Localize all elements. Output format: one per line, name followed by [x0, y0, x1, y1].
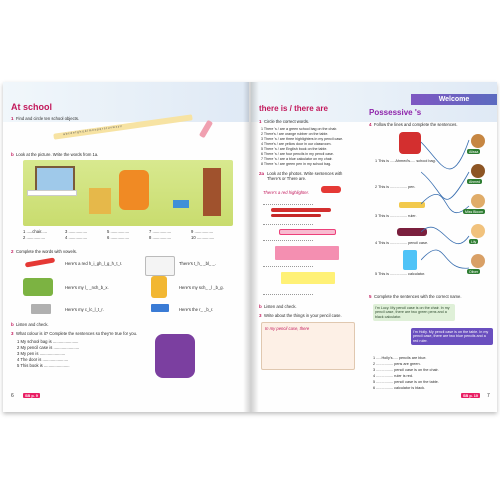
student-book-reference: SB p. 9: [25, 393, 38, 398]
pen-image: [199, 120, 213, 139]
match-sentence: 1 This is .....Ahmed's..... school bag.: [375, 159, 436, 163]
exercise-number: 1: [259, 119, 262, 124]
speech-bubble-holly: I'm Holly. My pencil case is on the table. In my pencil case, there are two blue pencils and a red ruler.: [411, 328, 493, 345]
rubber-image: [151, 304, 169, 312]
sticky-notes-photo: [281, 272, 335, 284]
book-spine: [243, 82, 259, 412]
name-badge: Oliver: [469, 269, 479, 274]
answer-item: 2 ................: [23, 235, 46, 240]
exercise-number: b: [259, 304, 262, 309]
vowel-item: Here's my c_lc_l_t_r.: [65, 307, 104, 312]
avatar: [471, 254, 485, 268]
answer-sentence: 1 .....Holly's..... pencils are blue.: [373, 356, 427, 360]
writing-prompt: In my pencil case, there: [265, 326, 310, 331]
exercise-number: 2: [11, 249, 14, 254]
avatar: [471, 164, 485, 178]
rubbers-photo: [275, 246, 339, 260]
ruler-letters: a b c d e f g h i j k l m n o p q r s t u v w x y z: [62, 123, 122, 137]
name-badge: Ahmed: [469, 179, 481, 184]
highlighter-photo: [321, 186, 341, 193]
schoolbag-image: [151, 276, 167, 298]
vowel-item: Here's the r_ _b_r.: [179, 307, 214, 312]
choice-item: 8 There 's / are green pen in my school bag.: [261, 162, 332, 166]
avatar: [471, 194, 485, 208]
choice-item: 6 There 's / are four pencils in my pencil case.: [261, 152, 334, 156]
name-badge: Miss Bloom: [465, 209, 484, 214]
exercise-number: 4: [369, 122, 372, 127]
sentence-item: 1 My school bag is ......................: [17, 339, 79, 344]
vowel-item: Here's a red h_i_gh_l_g_h_t_r.: [65, 261, 123, 266]
name-badge: Alissa: [469, 149, 479, 154]
answer-sentence: 3 ................ pencil case is on the chair.: [373, 368, 439, 372]
matching-lines: [421, 132, 471, 272]
listen-instruction: Listen and check.: [264, 304, 297, 309]
choice-item: 5 There 's / are English book on the table.: [261, 147, 328, 151]
backpack-image: [155, 334, 195, 378]
answer-sentence: 2 ................ pens are green.: [373, 362, 421, 366]
vowel-item: There's t_h_ _bl_ _.: [179, 261, 216, 266]
choice-item: 7 There 's / are a blue calculator on my chair.: [261, 157, 333, 161]
exercise-number: 3: [11, 331, 14, 336]
answer-line: [263, 294, 313, 295]
exercise-instruction: Look at the photos. Write sentences with There's or There are.: [267, 171, 343, 181]
pens-photo: [271, 214, 321, 217]
table: [27, 190, 77, 196]
answer-item: 9 ................: [191, 229, 214, 234]
student-book-reference: SB p. 10: [463, 393, 478, 398]
answer-line: [263, 240, 313, 241]
avatar: [471, 134, 485, 148]
ruler-photo: [279, 229, 336, 235]
left-page: [3, 82, 249, 412]
answer-line: [263, 204, 313, 205]
exercise-number: 5: [369, 294, 372, 299]
lunchbox-image: [23, 278, 53, 296]
vowel-item: Here's my l_ _nch_b_x.: [65, 285, 109, 290]
match-sentence: 3 This is ................ ruler.: [375, 214, 417, 218]
exercise-instruction: Complete the words with vowels.: [16, 249, 77, 254]
match-sentence: 2 This is ................ pen.: [375, 185, 416, 189]
student-figure: [119, 170, 149, 210]
avatar: [471, 224, 485, 238]
exercise-instruction: Find and circle ten school objects.: [16, 116, 80, 121]
speech-bubble-lucy: I'm Lucy. My pencil case is on the chair. In my pencil case, there are two green pens and a black calculator.: [373, 304, 455, 321]
exercise-number: b: [11, 322, 14, 327]
schoolbag-picture: [399, 132, 421, 154]
exercise-instruction: Look at the picture. Write the words from 1a.: [16, 152, 99, 157]
whiteboard-image: [145, 256, 175, 276]
door: [203, 168, 221, 216]
choice-item: 3 There 's / are three highlighters in my pencil case.: [261, 137, 344, 141]
choice-item: 2 There's / are orange rubber on the table.: [261, 132, 329, 136]
book: [173, 200, 189, 208]
sentence-item: 2 My pencil case is ......................: [17, 345, 80, 350]
answer-item: 4 ................: [65, 235, 88, 240]
page-title: At school: [11, 102, 53, 112]
section-title: Possessive 's: [369, 108, 422, 117]
classroom-illustration: [23, 160, 233, 226]
section-title: there is / there are: [259, 104, 328, 113]
sentence-item: 3 My pen is ......................: [17, 351, 66, 356]
exercise-number: 2a: [259, 171, 265, 176]
section-ribbon: Welcome: [411, 94, 497, 105]
exercise-instruction: Complete the sentences with the correct name.: [374, 294, 462, 299]
answer-item: 1 .....chair.....: [23, 229, 47, 234]
pens-photo: [271, 208, 331, 212]
calculator-picture: [403, 250, 417, 270]
chair: [89, 188, 111, 214]
exercise-instruction: Follow the lines and complete the sentences.: [374, 122, 458, 127]
exercise-instruction: Write about the things in your pencil case.: [264, 313, 342, 318]
exercise-instruction: What colour is it? Complete the sentences so they're true for you.: [16, 331, 138, 336]
match-sentence: 5 This is ................ calculator.: [375, 272, 426, 276]
answer-sentence: 5 ................ pencil case is on the table.: [373, 380, 439, 384]
exercise-number: 1: [11, 116, 14, 121]
answer-item: 7 ................: [149, 229, 172, 234]
right-page: [251, 82, 497, 412]
exercise-number: 3: [259, 313, 262, 318]
sentence-item: 5 This book is ......................: [17, 363, 70, 368]
listen-instruction: Listen and check.: [16, 322, 49, 327]
answer-item: 3 ................: [65, 229, 88, 234]
exercise-number: b: [11, 152, 14, 157]
exercise-instruction: Circle the correct words.: [264, 119, 310, 124]
open-workbook: [3, 82, 497, 412]
page-number: 6: [11, 393, 14, 399]
match-sentence: 4 This is ................ pencil case.: [375, 241, 429, 245]
answer-item: 6 ................: [107, 235, 130, 240]
answer-item: 5 ................: [107, 229, 130, 234]
answer-sentence: 4 ................ ruler is red.: [373, 374, 414, 378]
example-answer: There's a red highlighter.: [263, 190, 310, 195]
sentence-item: 4 The door is ......................: [17, 357, 69, 362]
answer-line: [263, 224, 313, 225]
answer-item: 10 ...............: [191, 235, 215, 240]
choice-item: 1 There 's / are a green school bag on the chair.: [261, 127, 338, 131]
choice-item: 4 There's / are yellow door in our classroom.: [261, 142, 332, 146]
answer-item: 8 ................: [149, 235, 172, 240]
calculator-image: [31, 304, 51, 314]
answer-sentence: 6 ................ calculator is black.: [373, 386, 426, 390]
answer-line: [263, 266, 313, 267]
highlighter-image: [25, 257, 55, 267]
name-badge: Lily: [471, 239, 477, 244]
writing-box[interactable]: [261, 322, 355, 370]
page-number: 7: [487, 393, 490, 399]
vowel-item: Here's my sch_ _l _b_g.: [179, 285, 224, 290]
